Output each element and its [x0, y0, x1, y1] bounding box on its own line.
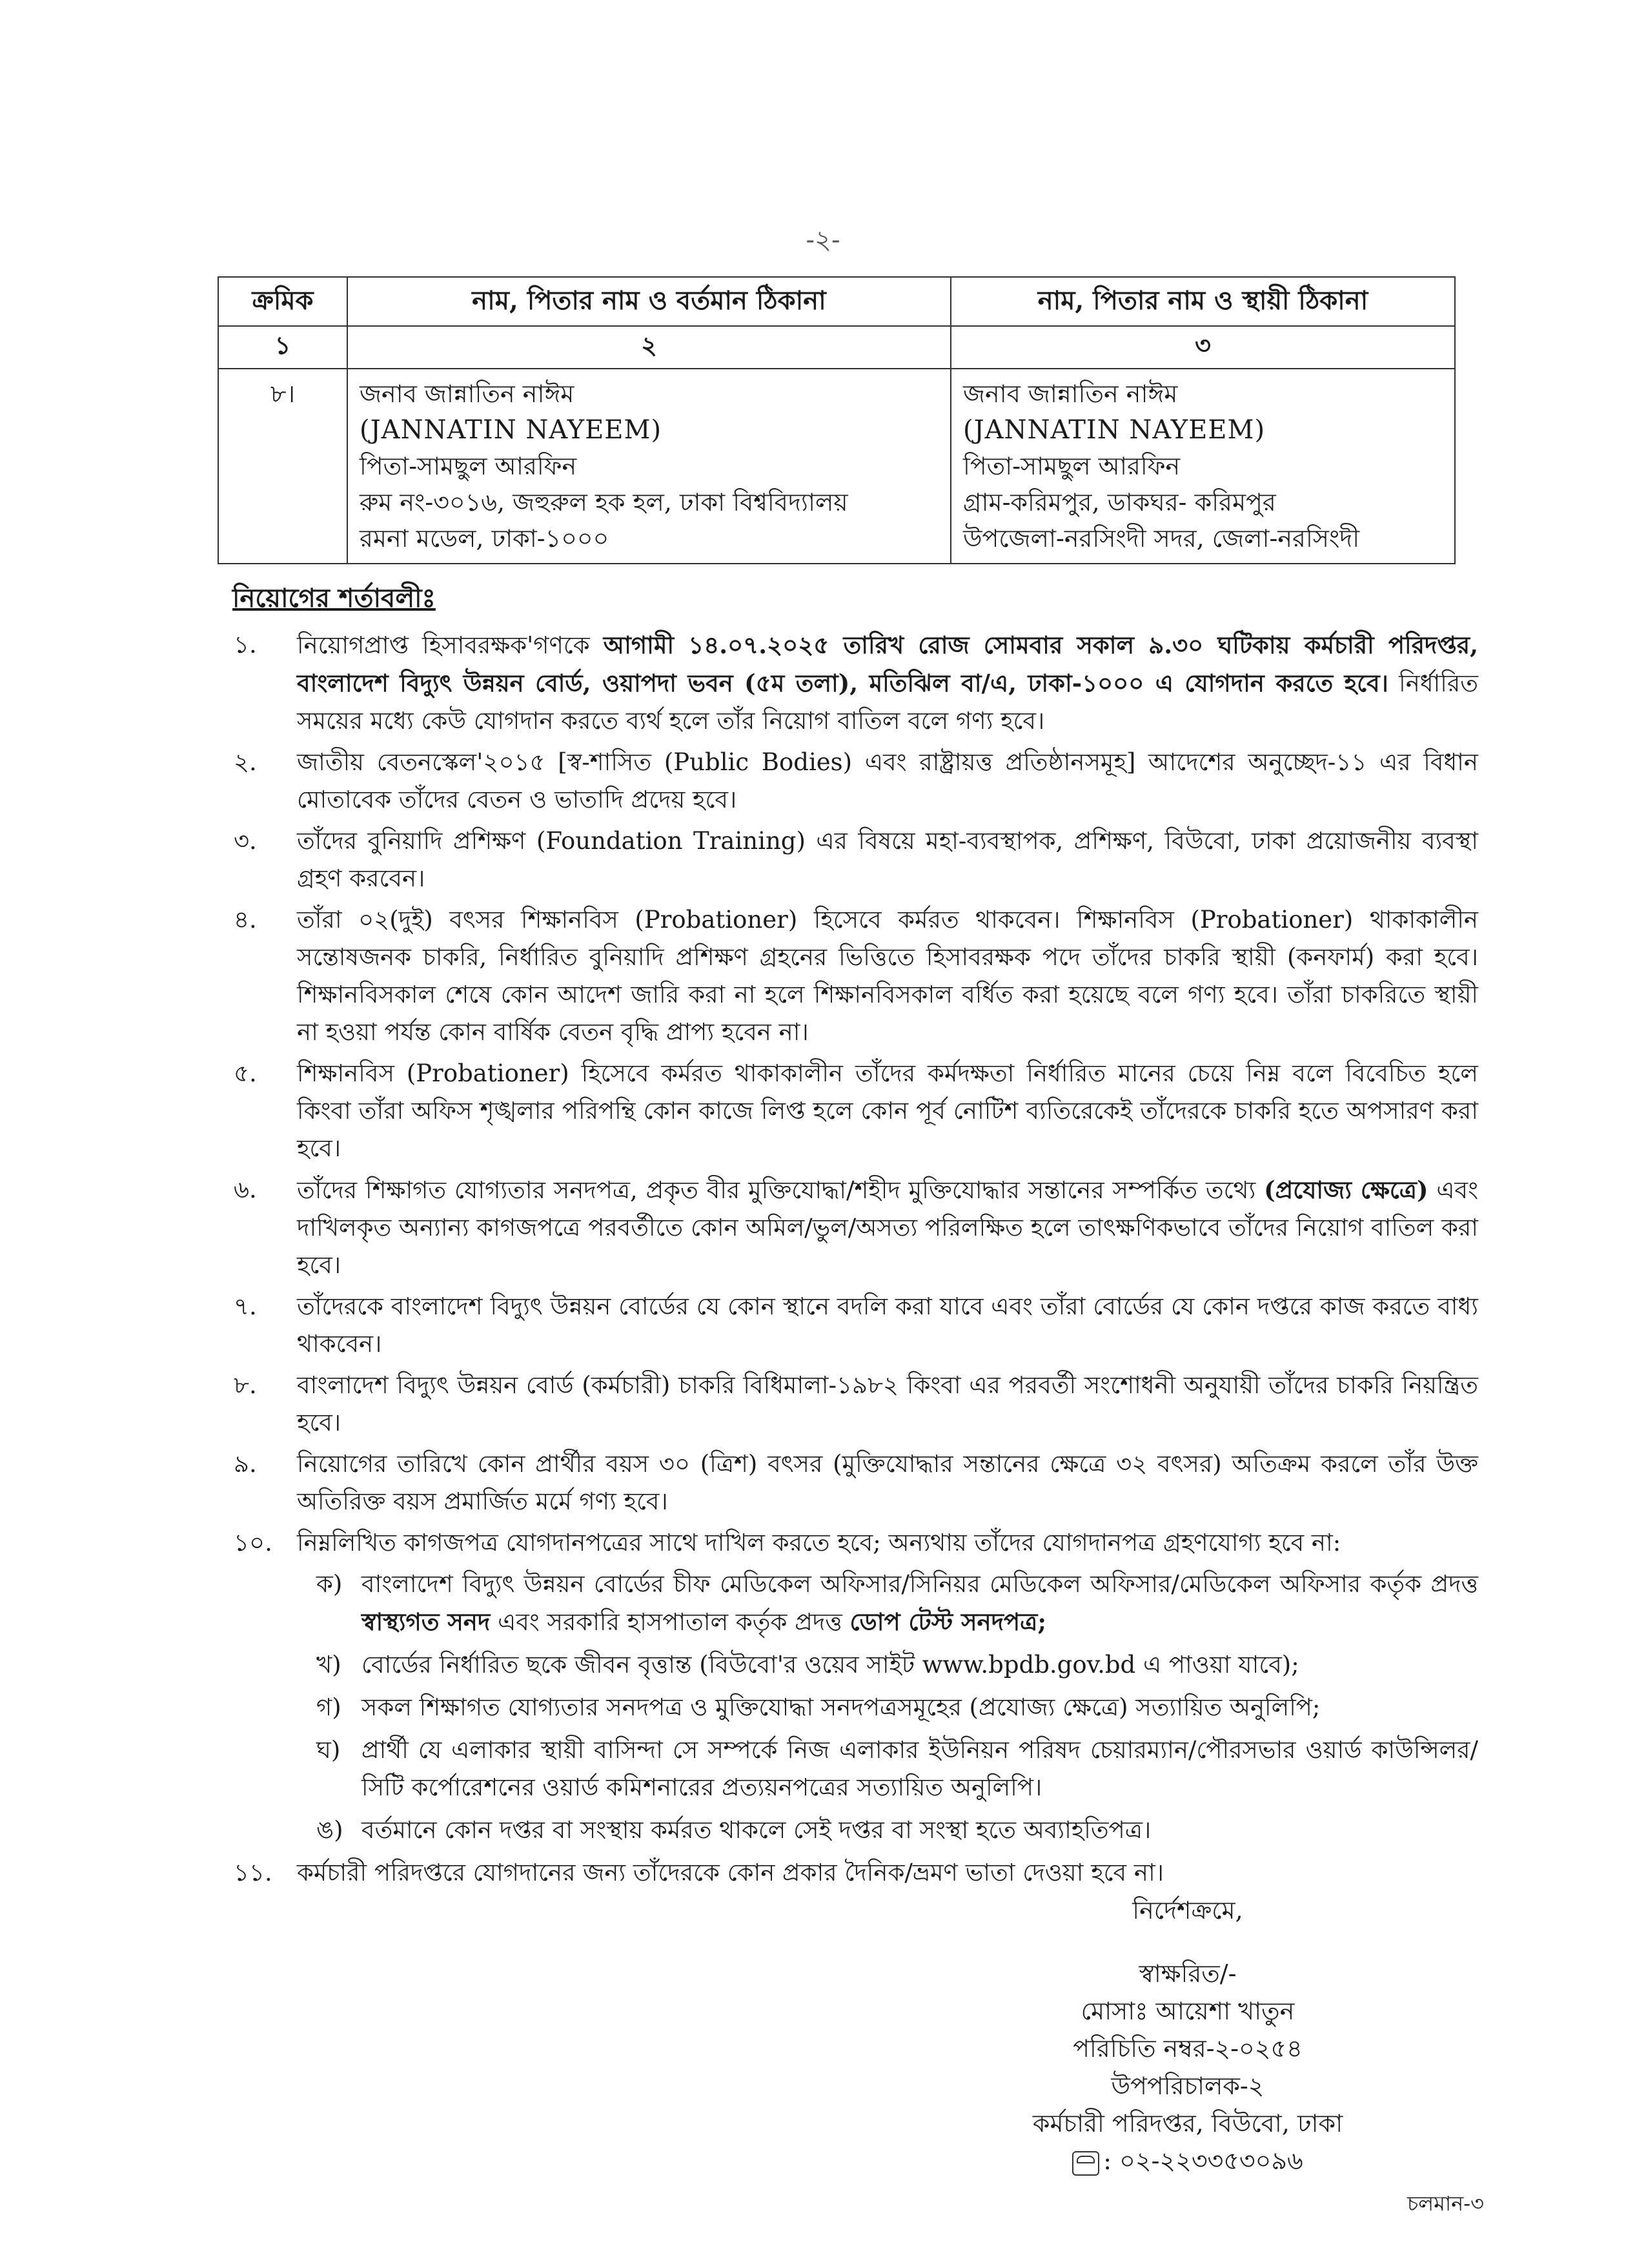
conditions-list [226, 626, 1478, 1895]
signatory-id: পরিচিতি নম্বর-২-০২৫৪ [1073, 2034, 1303, 2063]
condition-text: জাতীয় বেতনস্কেল'২০১৫ [স্ব-শাসিত (Public Bodies) এবং রাষ্ট্রায়ত্ত প্রতিষ্ঠানসমূহ] আদেশের অনুচ্ছেদ-১১ এর বিধান মোতাবেক তাঁদের বেতন ও ভাতাদি প্রদেয় হবে। [297, 748, 1478, 813]
father-name: পিতা-সামছুল আরফিন [360, 452, 577, 480]
condition-number: ৩. [234, 827, 257, 855]
signatory-office: কর্মচারী পরিদপ্তর, বিউবো, ঢাকা [1032, 2109, 1343, 2138]
condition-number: ১. [234, 631, 257, 659]
condition-text: বাংলাদেশ বিদ্যুৎ উন্নয়ন বোর্ড (কর্মচারী) চাকরি বিধিমালা-১৯৮২ কিংবা এর পরবর্তী সংশোধনী অনুযায়ী তাঁদের চাকরি নিয়ন্ত্রিত হবে। [297, 1371, 1478, 1436]
condition-text-part: নির্ধারিত সময়ের মধ্যে কেউ যোগদান করতে ব্যর্থ হলে তাঁর নিয়োগ বাতিল বলে গণ্য হবে। [297, 669, 1478, 735]
column-number: ৩ [951, 326, 1455, 369]
phone-number: : ০২-২২৩৩৫৩০৯৬ [1103, 2147, 1303, 2175]
telephone-icon [1072, 2151, 1099, 2176]
by-order-text: নির্দেশক্রমে, [1132, 1896, 1243, 1925]
condition-text-part: তাঁদের শিক্ষাগত যোগ্যতার সনদপত্র, প্রকৃত বীর মুক্তিযোদ্ধা/শহীদ মুক্তিযোদ্ধার সন্তানের সম্পর্কিত তথ্যে [297, 1176, 1265, 1204]
condition-item [226, 1367, 1478, 1442]
sub-item-number: ঙ) [316, 1816, 343, 1844]
column-number: ২ [347, 326, 951, 369]
sub-item [226, 1812, 1478, 1849]
condition-number: ৮. [234, 1371, 257, 1399]
sub-item-number: খ) [316, 1651, 341, 1679]
father-name: পিতা-সামছুল আরফিন [963, 452, 1181, 480]
condition-item [226, 822, 1478, 897]
sub-item-text: সকল শিক্ষাগত যোগ্যতার সনদপত্র ও মুক্তিযোদ্ধা সনদপত্রসমূহের (প্রযোজ্য ক্ষেত্রে) সত্যায়িত অনুলিপি; [361, 1693, 1321, 1721]
table-header-row [218, 277, 1455, 326]
condition-number: ৪. [234, 906, 257, 934]
joining-instruction-bold: আগামী ১৪.০৭.২০২৫ তারিখ রোজ সোমবার সকাল ৯.৩০ ঘটিকায় কর্মচারী পরিদপ্তর, বাংলাদেশ বিদ্যুৎ উন্নয়ন বোর্ড, ওয়াপদা ভবন (৫ম তলা), মতিঝিল বা/এ, ঢাকা-১০০০ এ যোগদান করতে হবে। [297, 631, 1478, 697]
condition-item [226, 1524, 1478, 1562]
condition-item [226, 1446, 1478, 1520]
condition-number: ১১. [234, 1859, 272, 1886]
sub-item-number: ঘ) [316, 1736, 341, 1764]
continued-marker: চলমান-৩ [1407, 2191, 1484, 2216]
condition-bold-text: (প্রযোজ্য ক্ষেত্রে) [1264, 1176, 1428, 1204]
condition-text: কর্মচারী পরিদপ্তরে যোগদানের জন্য তাঁদেরকে কোন প্রকার দৈনিক/ভ্রমণ ভাতা দেওয়া হবে না। [297, 1859, 1164, 1886]
sub-item-text-part: এবং সরকারি হাসপাতাল কর্তৃক প্রদত্ত [490, 1608, 850, 1636]
condition-text [297, 631, 1478, 735]
condition-item [226, 744, 1478, 819]
candidate-name-bn: জনাব জান্নাতিন নাঈম [963, 380, 1178, 408]
candidate-name-bn: জনাব জান্নাতিন নাঈম [360, 380, 574, 408]
candidate-name-en: (JANNATIN NAYEEM) [360, 415, 662, 445]
permanent-address-line-2: উপজেলা-নরসিংদী সদর, জেলা-নরসিংদী [963, 524, 1360, 553]
sub-item-number: গ) [316, 1693, 341, 1721]
permanent-address-line-1: গ্রাম-করিমপুর, ডাকঘর- করিমপুর [963, 488, 1276, 516]
sub-item [226, 1732, 1478, 1806]
candidate-name-en: (JANNATIN NAYEEM) [963, 415, 1266, 445]
sub-item-text [361, 1570, 1478, 1636]
signed-text: স্বাক্ষরিত/- [1139, 1959, 1237, 1988]
condition-text: নিম্নলিখিত কাগজপত্র যোগদানপত্রের সাথে দাখিল করতে হবে; অন্যথায় তাঁদের যোগদানপত্র গ্রহণযোগ্য হবে না: [297, 1529, 1341, 1557]
phone-line [955, 2142, 1420, 2180]
present-address-line-2: রমনা মডেল, ঢাকা-১০০০ [360, 524, 609, 553]
condition-number: ৭. [234, 1292, 257, 1320]
condition-item [226, 1288, 1478, 1363]
sub-item-text: বোর্ডের নির্ধারিত ছকে জীবন বৃত্তান্ত (বিউবো'র ওয়েব সাইট www.bpdb.gov.bd এ পাওয়া যাবে); [361, 1651, 1299, 1679]
dope-test-certificate-bold: ডোপ টেস্ট সনদপত্র; [849, 1608, 1047, 1636]
page-number: -২- [806, 225, 840, 255]
condition-text: তাঁরা ০২(দুই) বৎসর শিক্ষানবিস (Probationer) হিসেবে কর্মরত থাকবেন। শিক্ষানবিস (Probationer) থাকাকালীন সন্তোষজনক চাকরি, নির্ধারিত বুনিয়াদি প্রশিক্ষণ গ্রহনের ভিত্তিতে হিসাবরক্ষক পদে তাঁদের চাকরি স্থায়ী (কনফার্ম) করা হবে। শিক্ষানবিসকাল শেষে কোন আদেশ জারি করা না হলে শিক্ষানবিসকাল বর্ধিত করা হয়েছে বলে গণ্য হবে। তাঁরা চাকরিতে স্থায়ী না হওয়া পর্যন্ত কোন বার্ষিক বেতন বৃদ্ধি প্রাপ্য হবেন না। [297, 906, 1478, 1046]
sub-item-text: প্রার্থী যে এলাকার স্থায়ী বাসিন্দা সে সম্পর্কে নিজ এলাকার ইউনিয়ন পরিষদ চেয়ারম্যান/পৌরসভার ওয়ার্ড কাউন্সিলর/সিটি কর্পোরেশনের ওয়ার্ড কমিশনারের প্রত্যয়নপত্রের সত্যায়িত অনুলিপি। [361, 1736, 1478, 1801]
column-number-row [218, 326, 1455, 369]
sub-item-number: ক) [316, 1570, 343, 1598]
present-address-cell [347, 369, 951, 564]
column-number: ১ [218, 326, 347, 369]
condition-item [226, 1171, 1478, 1284]
condition-number: ২. [234, 748, 257, 776]
sub-item [226, 1689, 1478, 1726]
signatory-name: মোসাঃ আয়েশা খাতুন [1081, 1997, 1295, 2025]
condition-item [226, 626, 1478, 740]
conditions-heading: নিয়োগের শর্তাবলীঃ [232, 583, 436, 613]
condition-number: ৯. [234, 1450, 257, 1478]
header-serial: ক্রমিক [218, 277, 347, 326]
condition-text-part: নিয়োগপ্রাপ্ত হিসাবরক্ষক'গণকে [297, 631, 604, 659]
condition-item [226, 1854, 1478, 1892]
condition-text: নিয়োগের তারিখে কোন প্রার্থীর বয়স ৩০ (ত্রিশ) বৎসর (মুক্তিযোদ্ধার সন্তানের ক্ষেত্রে ৩২ বৎসর) অতিক্রম করলে তাঁর উক্ত অতিরিক্ত বয়স প্রমার্জিত মর্মে গণ্য হবে। [297, 1450, 1478, 1515]
header-present-address: নাম, পিতার নাম ও বর্তমান ঠিকানা [347, 277, 951, 326]
nominee-table [218, 276, 1456, 564]
row-serial: ৮। [218, 369, 347, 564]
condition-number: ১০. [234, 1529, 272, 1557]
sub-item-text: বর্তমানে কোন দপ্তর বা সংস্থায় কর্মরত থাকলে সেই দপ্তর বা সংস্থা হতে অব্যাহতিপত্র। [361, 1816, 1152, 1844]
condition-text: শিক্ষানবিস (Probationer) হিসেবে কর্মরত থাকাকালীন তাঁদের কর্মদক্ষতা নির্ধারিত মানের চেয়ে নিম্ন বলে বিবেচিত হলে কিংবা তাঁরা অফিস শৃঙ্খলার পরিপন্থি কোন কাজে লিপ্ত হলে কোন পূর্ব নোটিশ ব্যতিরেকেই তাঁদেরকে চাকরি হতে অপসারণ করা হবে। [297, 1059, 1478, 1162]
signatory-designation: উপপরিচালক-২ [1111, 2072, 1265, 2100]
condition-text: তাঁদেরকে বাংলাদেশ বিদ্যুৎ উন্নয়ন বোর্ডের যে কোন স্থানে বদলি করা যাবে এবং তাঁরা বোর্ডের যে কোন দপ্তরে কাজ করতে বাধ্য থাকবেন। [297, 1292, 1478, 1358]
condition-text [297, 1176, 1478, 1279]
condition-text-part: এবং দাখিলকৃত অন্যান্য কাগজপত্রে পরবর্তীতে কোন অমিল/ভুল/অসত্য পরিলক্ষিত হলে তাৎক্ষণিকভাবে তাঁদের নিয়োগ বাতিল করা হবে। [297, 1176, 1478, 1279]
condition-number: ৬. [234, 1176, 257, 1203]
condition-text: তাঁদের বুনিয়াদি প্রশিক্ষণ (Foundation Training) এর বিষয়ে মহা-ব্যবস্থাপক, প্রশিক্ষণ, বিউবো, ঢাকা প্রয়োজনীয় ব্যবস্থা গ্রহণ করবেন। [297, 827, 1478, 892]
sub-item [226, 1566, 1478, 1641]
header-permanent-address: নাম, পিতার নাম ও স্থায়ী ঠিকানা [951, 277, 1455, 326]
permanent-address-cell [951, 369, 1455, 564]
condition-item [226, 901, 1478, 1051]
condition-number: ৫. [234, 1059, 257, 1087]
present-address-line-1: রুম নং-৩০১৬, জহুরুল হক হল, ঢাকা বিশ্ববিদ্যালয় [360, 488, 848, 516]
condition-item [226, 1055, 1478, 1167]
signature-block [955, 1892, 1420, 2180]
sub-item [226, 1646, 1478, 1684]
required-documents-list [226, 1566, 1478, 1849]
table-row [218, 369, 1455, 564]
sub-item-text-part: বাংলাদেশ বিদ্যুৎ উন্নয়ন বোর্ডের চীফ মেডিকেল অফিসার/সিনিয়র মেডিকেল অফিসার/মেডিকেল অফিসার কর্তৃক প্রদত্ত [361, 1570, 1478, 1598]
health-certificate-bold: স্বাস্থ্যগত সনদ [361, 1608, 491, 1636]
